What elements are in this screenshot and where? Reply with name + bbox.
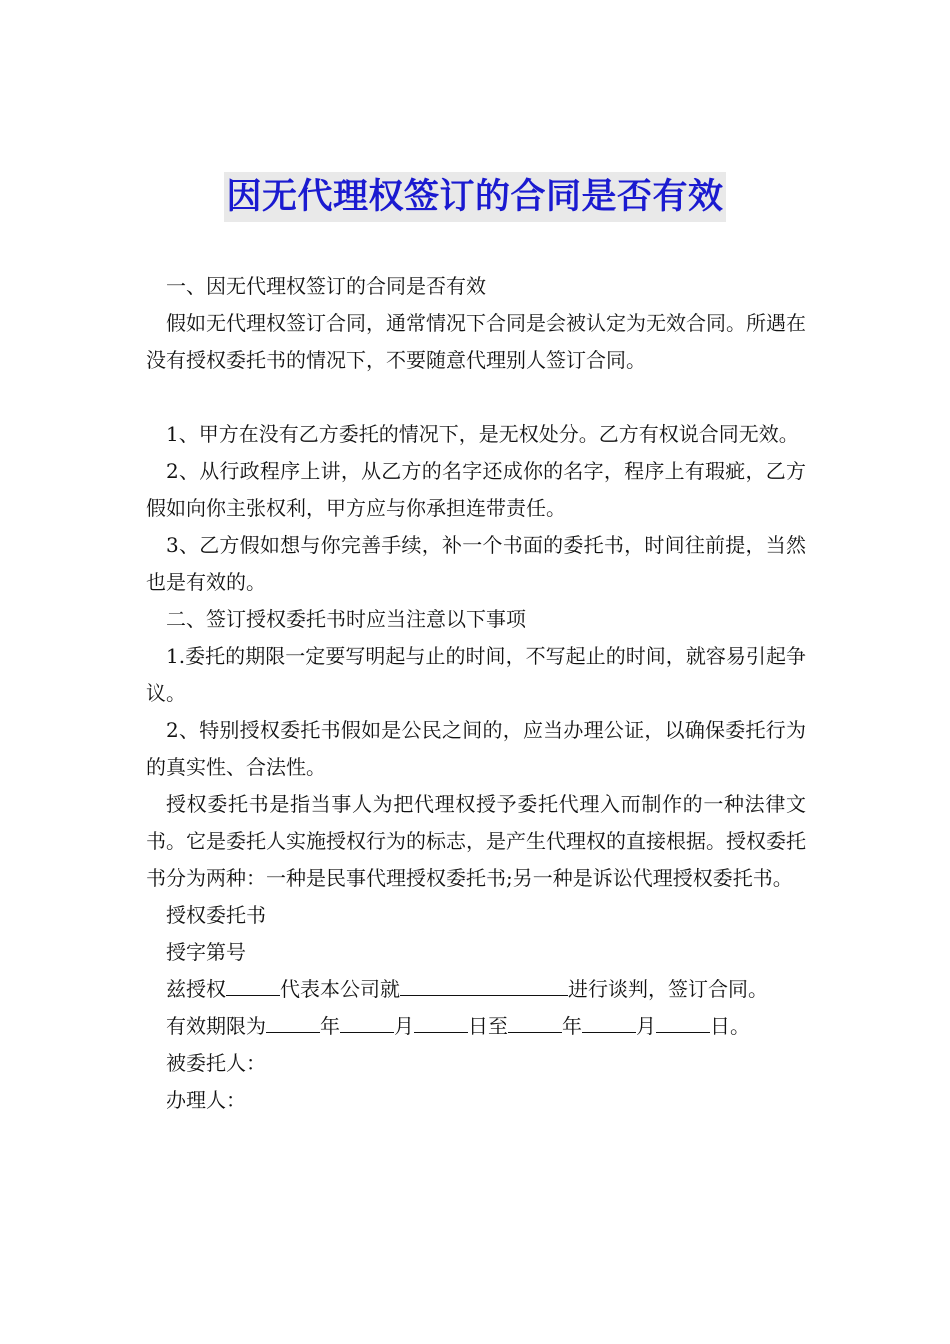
blank-field-matter[interactable] <box>400 973 568 996</box>
blank-field-month-end[interactable] <box>582 1010 636 1033</box>
blank-line <box>146 379 806 416</box>
form-handler: 办理人： <box>166 1088 246 1112</box>
form-text: 进行谈判，签订合同。 <box>568 977 768 1001</box>
list-item: 2、特别授权委托书假如是公民之间的，应当办理公证，以确保委托行为的真实性、合法性。 <box>146 718 806 779</box>
paragraph: 授权委托书是指当事人为把代理权授予委托代理入而制作的一种法律文书。它是委托人实施授权行为的标志，是产生代理权的直接根据。授权委托书分为两种：一种是民事代理授权委托书;另一种是诉讼代理授权委托书。 <box>146 792 806 890</box>
blank-field-day-end[interactable] <box>656 1010 710 1033</box>
form-authorization-line <box>146 971 806 1008</box>
form-validity-line <box>146 1008 806 1045</box>
blank-field-year-end[interactable] <box>508 1010 562 1033</box>
list-item: 1、甲方在没有乙方委托的情况下，是无权处分。乙方有权说合同无效。 <box>166 422 799 446</box>
document-title: 因无代理权签订的合同是否有效 <box>224 172 725 222</box>
form-text: 年 <box>320 1014 340 1038</box>
form-text: 日。 <box>710 1014 750 1038</box>
blank-field-month-start[interactable] <box>340 1010 394 1033</box>
form-heading: 授权委托书 <box>166 903 266 927</box>
form-text: 月 <box>394 1014 414 1038</box>
form-text: 月 <box>636 1014 656 1038</box>
list-item: 1.委托的期限一定要写明起与止的时间，不写起止的时间，就容易引起争议。 <box>146 644 806 705</box>
form-text: 日至 <box>468 1014 508 1038</box>
blank-field-year-start[interactable] <box>266 1010 320 1033</box>
form-trustee: 被委托人： <box>166 1051 266 1075</box>
form-number: 授字第号 <box>166 940 246 964</box>
paragraph: 假如无代理权签订合同，通常情况下合同是会被认定为无效合同。所遇在没有授权委托书的情况下，不要随意代理别人签订合同。 <box>146 311 806 372</box>
document-body <box>146 268 806 1119</box>
section-heading-1: 一、因无代理权签订的合同是否有效 <box>166 274 486 298</box>
blank-field-name[interactable] <box>226 973 280 996</box>
form-text: 代表本公司就 <box>280 977 400 1001</box>
list-item: 2、从行政程序上讲，从乙方的名字还成你的名字，程序上有瑕疵，乙方假如向你主张权利，甲方应与你承担连带责任。 <box>146 459 806 520</box>
section-heading-2: 二、签订授权委托书时应当注意以下事项 <box>166 607 526 631</box>
form-text: 年 <box>562 1014 582 1038</box>
form-text: 有效期限为 <box>166 1014 266 1038</box>
blank-field-day-start[interactable] <box>414 1010 468 1033</box>
form-text: 兹授权 <box>166 977 226 1001</box>
title-container <box>0 172 950 222</box>
list-item: 3、乙方假如想与你完善手续，补一个书面的委托书，时间往前提，当然也是有效的。 <box>146 533 806 594</box>
